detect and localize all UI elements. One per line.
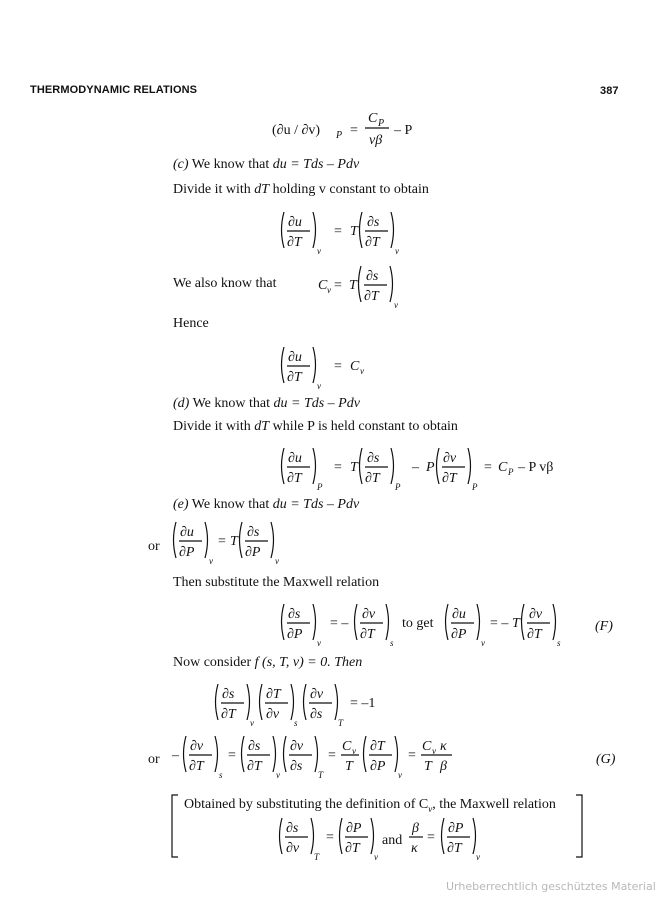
part-d-line2-suffix: while P is held constant to obtain (269, 419, 458, 434)
equation-cv (314, 262, 404, 312)
svg-text:∂T: ∂T (287, 471, 302, 486)
svg-text:∂P: ∂P (346, 821, 362, 836)
to-get-text: to get (402, 616, 434, 631)
svg-text:v: v (317, 381, 321, 391)
svg-text:T: T (424, 759, 432, 774)
maxwell-text: Then substitute the Maxwell relation (173, 575, 380, 590)
svg-text:v: v (374, 852, 378, 862)
svg-text:=: = (228, 748, 236, 763)
svg-text:∂T: ∂T (221, 707, 236, 722)
part-d-line2-var: dT (254, 419, 270, 434)
box-text-end: , the Maxwell relation (432, 797, 556, 812)
svg-text:∂s: ∂s (366, 269, 379, 284)
or-label-1: or (148, 539, 160, 554)
equation-du-dt-cv (278, 343, 378, 393)
svg-text:∂s: ∂s (222, 687, 235, 702)
svg-text:C: C (342, 739, 352, 754)
equation-du-dt-p (278, 444, 558, 496)
svg-text:∂P: ∂P (448, 821, 464, 836)
consider-eq: f (s, T, v) = 0. Then (254, 655, 363, 670)
svg-text:∂T: ∂T (364, 289, 379, 304)
eq-lhs: (∂u / ∂v) (272, 123, 321, 138)
svg-text:∂T: ∂T (247, 759, 262, 774)
part-c-line2-suffix: holding v constant to obtain (269, 182, 429, 197)
eq-label-g: (G) (596, 752, 616, 767)
svg-text:=: = (334, 224, 342, 239)
svg-text:∂T: ∂T (266, 687, 281, 702)
equation-g (170, 732, 460, 784)
svg-text:C: C (422, 739, 432, 754)
svg-text:T: T (512, 616, 520, 631)
svg-text:∂u: ∂u (288, 215, 302, 230)
svg-text:= –1: = –1 (350, 696, 376, 711)
svg-text:T: T (314, 852, 320, 862)
part-c-prefix: We know that (191, 157, 273, 172)
svg-text:v: v (317, 638, 321, 648)
svg-text:∂T: ∂T (447, 841, 462, 856)
part-e-label: (e) (173, 497, 189, 512)
svg-text:s: s (219, 770, 223, 780)
svg-text:v: v (481, 638, 485, 648)
svg-text:∂u: ∂u (180, 525, 194, 540)
svg-text:∂P: ∂P (179, 545, 195, 560)
svg-text:P: P (395, 482, 401, 492)
svg-text:∂T: ∂T (442, 471, 457, 486)
svg-text:=: = (326, 830, 334, 845)
svg-text:P: P (508, 467, 514, 477)
eq-label-f: (F) (595, 619, 613, 634)
svg-text:T: T (230, 534, 238, 549)
consider-line (173, 655, 362, 671)
svg-text:∂T: ∂T (527, 627, 542, 642)
svg-text:=: = (334, 460, 342, 475)
svg-text:P: P (426, 460, 435, 475)
eq-equals: = (350, 123, 358, 138)
svg-text:∂v: ∂v (529, 607, 543, 622)
svg-text:T: T (350, 460, 358, 475)
svg-text:v: v (398, 770, 402, 780)
svg-text:∂v: ∂v (286, 841, 300, 856)
svg-text:∂s: ∂s (248, 739, 261, 754)
part-d-label: (d) (173, 396, 190, 411)
svg-text:C: C (318, 278, 328, 293)
eq-num: C (368, 111, 378, 126)
part-c-label: (c) (173, 157, 189, 172)
svg-text:T: T (349, 278, 357, 293)
svg-text:– P vβ: – P vβ (518, 460, 554, 475)
svg-text:=: = (484, 460, 492, 475)
svg-text:v: v (276, 770, 280, 780)
svg-text:∂s: ∂s (288, 607, 301, 622)
svg-text:P: P (317, 482, 323, 492)
svg-text:P: P (472, 482, 478, 492)
svg-text:s: s (294, 718, 298, 728)
svg-text:s: s (557, 638, 561, 648)
part-d-line1 (173, 396, 360, 412)
svg-text:=: = (427, 830, 435, 845)
svg-text:v: v (317, 246, 321, 256)
svg-text:∂T: ∂T (287, 235, 302, 250)
svg-text:∂P: ∂P (245, 545, 261, 560)
equation-du-dt-v (278, 208, 408, 258)
equation-du-dp-v (170, 518, 300, 570)
part-e-eq: du = Tds – Pdv (272, 497, 360, 512)
svg-text:v: v (250, 718, 254, 728)
and-text: and (382, 833, 403, 848)
svg-text:v: v (352, 746, 356, 756)
svg-text:∂s: ∂s (367, 215, 380, 230)
svg-text:∂v: ∂v (362, 607, 376, 622)
svg-text:v: v (275, 556, 279, 566)
box-text-main: Obtained by substituting the definition of C (184, 797, 429, 812)
svg-text:∂T: ∂T (365, 471, 380, 486)
svg-text:=: = (328, 748, 336, 763)
svg-text:β: β (440, 759, 447, 774)
page-number: 387 (600, 85, 619, 97)
box-text (184, 797, 556, 814)
svg-text:∂v: ∂v (443, 451, 457, 466)
equation-triple-product (212, 680, 382, 732)
svg-text:T: T (318, 770, 324, 780)
svg-text:–: – (412, 460, 419, 475)
also-know-text: We also know that (173, 276, 277, 291)
svg-text:∂v: ∂v (290, 739, 304, 754)
svg-text:∂s: ∂s (310, 707, 323, 722)
svg-text:∂u: ∂u (288, 451, 302, 466)
part-d-line2 (173, 419, 458, 435)
svg-text:=: = (334, 278, 342, 293)
consider-text: Now consider (173, 655, 255, 670)
part-d-prefix: We know that (192, 396, 274, 411)
hence-text: Hence (173, 316, 209, 331)
svg-text:∂u: ∂u (288, 350, 302, 365)
svg-text:∂P: ∂P (370, 759, 386, 774)
svg-text:v: v (476, 852, 480, 862)
svg-text:=: = (408, 748, 416, 763)
svg-text:=: = (334, 359, 342, 374)
svg-text:s: s (390, 638, 394, 648)
equation-f (278, 600, 578, 652)
svg-text:v: v (209, 556, 213, 566)
svg-text:v: v (395, 246, 399, 256)
svg-text:C: C (350, 359, 360, 374)
svg-text:v: v (394, 300, 398, 310)
svg-text:∂v: ∂v (190, 739, 204, 754)
svg-text:=: = (218, 534, 226, 549)
svg-text:∂T: ∂T (189, 759, 204, 774)
part-d-line2-prefix: Divide it with (173, 419, 255, 434)
svg-text:∂s: ∂s (367, 451, 380, 466)
svg-text:∂T: ∂T (287, 370, 302, 385)
svg-text:∂s: ∂s (286, 821, 299, 836)
equation-du-dv-p (268, 104, 428, 154)
svg-text:∂T: ∂T (345, 841, 360, 856)
part-c-eq: du = Tds – Pdv (272, 157, 360, 172)
svg-text:T: T (345, 759, 353, 774)
svg-text:∂v: ∂v (266, 707, 280, 722)
equation-box (276, 814, 496, 864)
svg-text:–: – (172, 748, 179, 763)
running-header: THERMODYNAMIC RELATIONS (30, 84, 198, 96)
part-e-prefix: We know that (191, 497, 273, 512)
svg-text:κ: κ (440, 739, 447, 754)
part-e-line1 (173, 497, 359, 513)
svg-text:∂T: ∂T (360, 627, 375, 642)
svg-text:κ: κ (411, 841, 418, 856)
eq-lhs-sub: P (336, 130, 343, 141)
part-c-line1 (173, 157, 359, 173)
svg-text:∂s: ∂s (247, 525, 260, 540)
svg-text:v: v (432, 746, 436, 756)
svg-text:β: β (412, 821, 419, 836)
svg-text:∂P: ∂P (451, 627, 467, 642)
part-c-line2-var: dT (254, 182, 270, 197)
watermark-text: Urheberrechtlich geschütztes Material (446, 880, 656, 893)
or-label-2: or (148, 752, 160, 767)
eq-num-sub: P (378, 118, 385, 129)
part-c-line2 (173, 182, 429, 198)
part-c-line2-prefix: Divide it with (173, 182, 255, 197)
svg-text:∂T: ∂T (370, 739, 385, 754)
svg-text:= –: = – (490, 616, 509, 631)
svg-text:∂T: ∂T (365, 235, 380, 250)
svg-text:∂P: ∂P (287, 627, 303, 642)
svg-text:C: C (498, 460, 508, 475)
box-text-sub: v (428, 803, 433, 814)
svg-text:∂v: ∂v (310, 687, 324, 702)
svg-text:v: v (327, 285, 331, 295)
svg-text:= –: = – (330, 616, 349, 631)
svg-text:∂u: ∂u (452, 607, 466, 622)
eq-tail: – P (394, 123, 413, 138)
eq-den: vβ (369, 133, 383, 148)
part-d-eq: du = Tds – Pdv (273, 396, 360, 411)
svg-text:T: T (350, 224, 358, 239)
svg-text:v: v (360, 366, 364, 376)
svg-text:T: T (338, 718, 344, 728)
svg-text:∂s: ∂s (290, 759, 303, 774)
